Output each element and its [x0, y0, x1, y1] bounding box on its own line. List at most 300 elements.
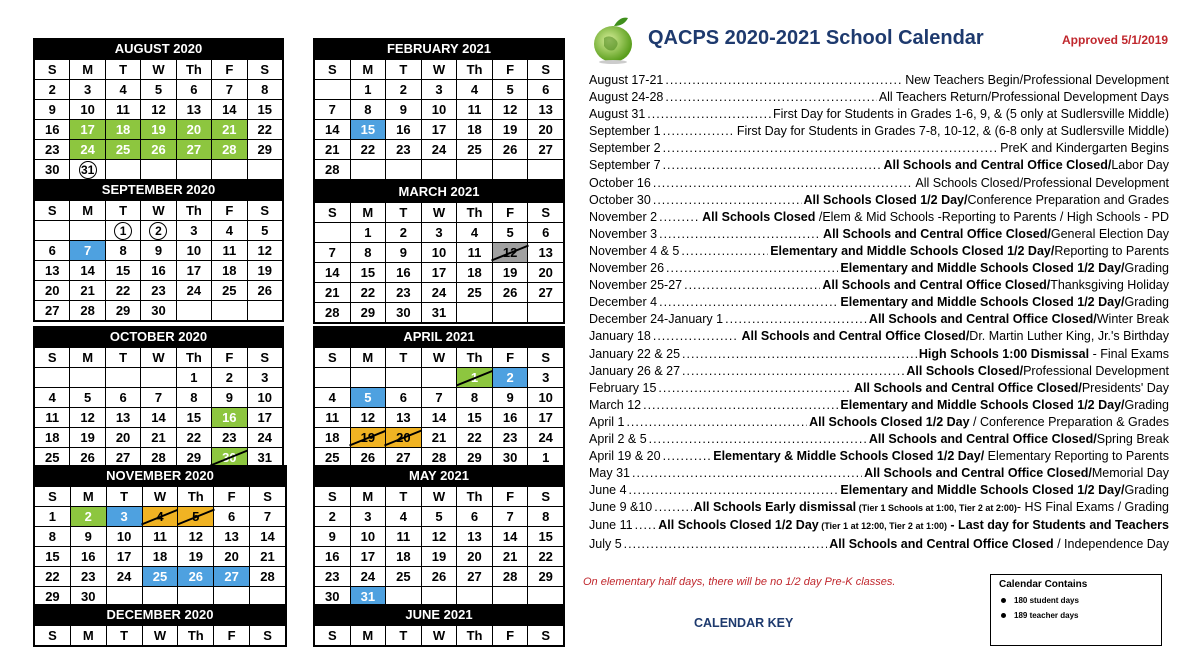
weekday-header: Th [176, 348, 211, 368]
day-cell: 26 [178, 567, 214, 587]
day-cell: 15 [35, 547, 71, 567]
calendar-key-heading: CALENDAR KEY [694, 616, 794, 630]
event-row [589, 260, 1169, 277]
day-cell: 19 [141, 120, 176, 140]
day-cell: 21 [212, 120, 247, 140]
leader-dots [665, 89, 876, 106]
leader-dots [626, 414, 807, 431]
weekday-header: S [315, 626, 351, 646]
event-description: All Teachers Return/Professional Development Days [878, 90, 1169, 105]
day-cell: 30 [315, 587, 351, 607]
weekday-header: Th [176, 60, 211, 80]
day-cell: 27 [457, 567, 493, 587]
weekday-header: M [70, 487, 106, 507]
day-cell: 22 [350, 140, 386, 160]
event-description: All Schools and Central Office Closed/Presidents' Day [854, 380, 1169, 395]
leader-dots [653, 192, 802, 209]
circled-day: 2 [149, 222, 167, 240]
day-cell: 26 [421, 567, 457, 587]
day-cell: 6 [176, 80, 211, 100]
day-cell [141, 160, 176, 180]
day-cell [70, 221, 105, 241]
event-row [589, 536, 1169, 553]
day-cell: 16 [492, 408, 528, 428]
day-cell: 12 [421, 527, 457, 547]
day-cell: 3 [70, 80, 105, 100]
weekday-header: M [70, 60, 105, 80]
day-cell: 7 [70, 241, 105, 261]
day-cell: 20 [386, 428, 422, 448]
event-row [589, 192, 1169, 209]
weekday-header: F [212, 201, 247, 221]
weekday-header: S [247, 201, 282, 221]
day-cell: 28 [250, 567, 286, 587]
event-date: March 12 [589, 397, 642, 412]
day-cell: 21 [492, 547, 528, 567]
day-cell: 12 [492, 100, 528, 120]
month-sep [33, 179, 284, 322]
day-cell: 17 [247, 408, 282, 428]
leader-dots [665, 72, 903, 89]
day-cell: 9 [35, 100, 70, 120]
day-cell: 21 [421, 428, 457, 448]
day-cell: 19 [70, 428, 105, 448]
month-title: APRIL 2021 [314, 327, 564, 347]
day-cell: 25 [212, 281, 247, 301]
day-cell: 8 [176, 388, 211, 408]
leader-dots [682, 346, 917, 363]
day-cell: 9 [70, 527, 106, 547]
day-cell: 30 [212, 448, 247, 468]
contains-title: Calendar Contains [999, 579, 1088, 590]
day-cell: 29 [35, 587, 71, 607]
weekday-header: F [212, 60, 247, 80]
day-cell: 8 [35, 527, 71, 547]
day-cell: 26 [247, 281, 282, 301]
day-cell: 7 [315, 100, 351, 120]
weekday-header: W [141, 348, 176, 368]
day-cell: 19 [247, 261, 282, 281]
day-cell [176, 301, 211, 321]
day-cell: 25 [315, 448, 351, 468]
day-cell: 24 [421, 283, 457, 303]
day-cell: 14 [421, 408, 457, 428]
weekday-header: F [492, 348, 528, 368]
day-cell: 17 [421, 120, 457, 140]
weekday-header: Th [457, 626, 493, 646]
weekday-header: T [106, 626, 142, 646]
day-cell: 20 [105, 428, 140, 448]
day-cell: 15 [247, 100, 282, 120]
weekday-header: M [70, 201, 105, 221]
day-cell: 29 [176, 448, 211, 468]
day-cell: 11 [212, 241, 247, 261]
weekday-header: Th [178, 626, 214, 646]
day-cell: 9 [141, 241, 176, 261]
day-cell: 16 [212, 408, 247, 428]
day-cell: 2 [35, 80, 70, 100]
month-title: AUGUST 2020 [34, 39, 283, 59]
event-date: April 19 & 20 [589, 449, 661, 464]
leader-dots [684, 277, 820, 294]
day-cell: 11 [457, 243, 493, 263]
month-mar [313, 181, 565, 324]
month-oct [33, 326, 284, 469]
event-description: First Day for Students in Grades 7-8, 10-12, & (6-8 only at Sudlersville Middle) [736, 124, 1169, 139]
day-cell: 30 [386, 303, 422, 323]
event-row [589, 328, 1169, 345]
event-date: December 4 [589, 295, 658, 310]
day-cell [105, 221, 140, 241]
day-cell: 28 [421, 448, 457, 468]
day-cell [457, 303, 493, 323]
month-title: SEPTEMBER 2020 [34, 180, 283, 200]
day-cell: 31 [421, 303, 457, 323]
day-cell: 12 [247, 241, 282, 261]
day-cell: 5 [178, 507, 214, 527]
day-cell: 13 [528, 243, 564, 263]
day-cell: 16 [70, 547, 106, 567]
leader-dots [663, 123, 735, 140]
day-cell: 27 [214, 567, 250, 587]
weekday-header: S [315, 203, 351, 223]
apple-globe-logo [590, 14, 636, 64]
event-row [589, 431, 1169, 448]
day-cell [421, 368, 457, 388]
weekday-header: T [386, 203, 422, 223]
day-cell: 2 [70, 507, 106, 527]
day-cell [247, 160, 282, 180]
day-cell [105, 368, 140, 388]
event-description: All Schools and Central Office Closed/Dr. Martin Luther King, Jr.'s Birthday [741, 329, 1169, 344]
day-cell: 11 [35, 408, 70, 428]
event-row [589, 448, 1169, 465]
weekday-header: T [105, 201, 140, 221]
weekday-header: S [35, 626, 71, 646]
day-cell: 22 [528, 547, 564, 567]
weekday-header: F [212, 348, 247, 368]
day-cell: 4 [315, 388, 351, 408]
weekday-header: W [421, 487, 457, 507]
day-cell: 4 [457, 223, 493, 243]
weekday-header: S [528, 203, 564, 223]
event-date: July 5 [589, 536, 622, 551]
day-cell: 4 [457, 80, 493, 100]
weekday-header: M [350, 626, 386, 646]
day-cell: 9 [386, 100, 422, 120]
day-cell: 24 [350, 567, 386, 587]
weekday-header: F [492, 487, 528, 507]
day-cell: 28 [315, 160, 351, 180]
day-cell: 17 [350, 547, 386, 567]
event-description: First Day for Students in Grades 1-6, 9, & (5 only at Sudlersville Middle) [773, 107, 1169, 122]
day-cell: 2 [315, 507, 351, 527]
day-cell: 4 [386, 507, 422, 527]
day-cell: 6 [105, 388, 140, 408]
weekday-header: Th [457, 348, 493, 368]
day-cell: 6 [528, 223, 564, 243]
event-date: April 1 [589, 414, 625, 429]
event-description: All Schools Closed/Professional Development [915, 175, 1169, 190]
day-cell: 18 [386, 547, 422, 567]
day-cell: 21 [315, 283, 351, 303]
event-row [589, 226, 1169, 243]
event-date: June 9 &10 [589, 500, 653, 515]
weekday-header: S [35, 348, 70, 368]
day-cell: 23 [141, 281, 176, 301]
month-title: FEBRUARY 2021 [314, 39, 564, 59]
day-cell: 10 [350, 527, 386, 547]
event-row [589, 140, 1169, 157]
day-cell: 25 [457, 140, 493, 160]
event-description: All Schools Closed/Professional Development [906, 363, 1169, 378]
leader-dots [653, 328, 740, 345]
day-cell: 4 [142, 507, 178, 527]
weekday-header: S [315, 348, 351, 368]
day-cell: 29 [528, 567, 564, 587]
event-description: Elementary and Middle Schools Closed 1/2 Day/Grading [840, 261, 1169, 276]
day-cell: 17 [106, 547, 142, 567]
event-description: All Schools Closed 1/2 Day/Conference Preparation and Grades [803, 192, 1169, 207]
day-cell: 6 [528, 80, 564, 100]
day-cell: 7 [141, 388, 176, 408]
leader-dots [629, 482, 839, 499]
day-cell: 6 [35, 241, 70, 261]
weekday-header: Th [178, 487, 214, 507]
event-date: September 7 [589, 158, 661, 173]
event-row [589, 123, 1169, 140]
day-cell: 21 [141, 428, 176, 448]
day-cell: 22 [35, 567, 71, 587]
event-date: January 26 & 27 [589, 363, 681, 378]
day-cell: 20 [457, 547, 493, 567]
leader-dots [647, 106, 771, 123]
event-row [589, 346, 1169, 363]
day-cell: 8 [350, 243, 386, 263]
event-date: November 4 & 5 [589, 243, 680, 258]
weekday-header: M [70, 348, 105, 368]
weekday-header: F [492, 60, 528, 80]
event-date: November 25-27 [589, 278, 683, 293]
weekday-header: S [528, 60, 564, 80]
event-row [589, 311, 1169, 328]
event-row [589, 277, 1169, 294]
event-row [589, 89, 1169, 106]
month-title: JUNE 2021 [314, 605, 564, 625]
event-date: August 31 [589, 107, 646, 122]
event-row [589, 482, 1169, 499]
day-cell: 7 [250, 507, 286, 527]
event-date: November 3 [589, 226, 658, 241]
day-cell: 3 [421, 223, 457, 243]
day-cell: 28 [141, 448, 176, 468]
event-date: February 15 [589, 380, 657, 395]
leader-dots [725, 311, 867, 328]
leader-dots [659, 226, 821, 243]
day-cell: 10 [247, 388, 282, 408]
day-cell: 27 [176, 140, 211, 160]
event-description: High Schools 1:00 Dismissal - Final Exams [918, 346, 1169, 361]
day-cell: 3 [350, 507, 386, 527]
weekday-header: T [105, 60, 140, 80]
day-cell: 21 [250, 547, 286, 567]
day-cell: 17 [176, 261, 211, 281]
weekday-header: W [142, 626, 178, 646]
day-cell: 20 [528, 120, 564, 140]
day-cell: 17 [70, 120, 105, 140]
day-cell: 3 [528, 368, 564, 388]
event-row [589, 243, 1169, 260]
day-cell: 3 [176, 221, 211, 241]
day-cell: 3 [247, 368, 282, 388]
event-description: All Schools and Central Office Closed / Independence Day [829, 536, 1169, 551]
day-cell [421, 160, 457, 180]
weekday-header: W [421, 348, 457, 368]
day-cell: 12 [492, 243, 528, 263]
event-description: Elementary and Middle Schools Closed 1/2 Day/Grading [840, 295, 1169, 310]
event-date: September 2 [589, 141, 661, 156]
day-cell: 27 [528, 283, 564, 303]
month-title: MARCH 2021 [314, 182, 564, 202]
day-cell: 18 [457, 263, 493, 283]
leader-dots [666, 260, 838, 277]
weekday-header: M [350, 60, 386, 80]
prek-note: On elementary half days, there will be no 1/2 day Pre-K classes. [583, 576, 896, 588]
day-cell: 7 [421, 388, 457, 408]
event-description: All Schools Closed /Elem & Mid Schools -Reporting to Parents / High Schools - PD [702, 209, 1169, 224]
weekday-header: T [386, 60, 422, 80]
leader-dots [682, 363, 904, 380]
day-cell: 30 [492, 448, 528, 468]
leader-dots [654, 499, 691, 517]
day-cell [35, 368, 70, 388]
event-description: All Schools Early dismissal (Tier 1 Schools at 1:00, Tier 2 at 2:00)- HS Final Exams / Grading [693, 500, 1169, 515]
day-cell: 26 [492, 140, 528, 160]
month-title: DECEMBER 2020 [34, 605, 286, 625]
day-cell: 14 [70, 261, 105, 281]
day-cell: 22 [247, 120, 282, 140]
event-row [589, 414, 1169, 431]
day-cell: 19 [178, 547, 214, 567]
day-cell: 23 [35, 140, 70, 160]
event-row [589, 517, 1169, 535]
weekday-header: Th [457, 487, 493, 507]
month-title: OCTOBER 2020 [34, 327, 283, 347]
day-cell: 8 [247, 80, 282, 100]
day-cell [212, 160, 247, 180]
event-date: November 26 [589, 261, 665, 276]
event-description: Elementary and Middle Schools Closed 1/2 Day/Grading [840, 483, 1169, 498]
weekday-header: S [250, 487, 286, 507]
day-cell [528, 160, 564, 180]
day-cell: 27 [528, 140, 564, 160]
day-cell: 29 [105, 301, 140, 321]
event-description: PreK and Kindergarten Begins [1000, 141, 1169, 156]
day-cell: 19 [492, 120, 528, 140]
day-cell: 29 [247, 140, 282, 160]
day-cell: 2 [386, 223, 422, 243]
day-cell [70, 368, 105, 388]
day-cell: 25 [142, 567, 178, 587]
event-date: December 24-January 1 [589, 312, 724, 327]
day-cell: 9 [212, 388, 247, 408]
day-cell: 13 [35, 261, 70, 281]
event-row [589, 380, 1169, 397]
month-may [313, 465, 565, 608]
weekday-header: F [214, 626, 250, 646]
day-cell: 18 [457, 120, 493, 140]
day-cell: 17 [421, 263, 457, 283]
day-cell: 23 [386, 283, 422, 303]
day-cell: 1 [35, 507, 71, 527]
day-cell: 20 [35, 281, 70, 301]
weekday-header: S [35, 487, 71, 507]
event-date: January 18 [589, 329, 651, 344]
event-description: All Schools and Central Office Closed/Winter Break [868, 312, 1169, 327]
event-description: Elementary and Middle Schools Closed 1/2 Day/Grading [840, 397, 1169, 412]
day-cell: 11 [315, 408, 351, 428]
day-cell: 15 [105, 261, 140, 281]
day-cell: 24 [247, 428, 282, 448]
day-cell: 16 [386, 120, 422, 140]
page-title: QACPS 2020-2021 School Calendar [648, 27, 984, 49]
day-cell: 9 [492, 388, 528, 408]
day-cell [105, 160, 140, 180]
day-cell: 8 [105, 241, 140, 261]
weekday-header: T [386, 487, 422, 507]
weekday-header: T [105, 348, 140, 368]
weekday-header: T [386, 348, 422, 368]
weekday-header: S [35, 60, 70, 80]
day-cell: 13 [528, 100, 564, 120]
leader-dots [659, 209, 700, 226]
day-cell: 15 [528, 527, 564, 547]
weekday-header: S [247, 348, 282, 368]
day-cell: 9 [315, 527, 351, 547]
day-cell: 6 [457, 507, 493, 527]
day-cell: 11 [105, 100, 140, 120]
day-cell: 27 [386, 448, 422, 468]
approved-date: Approved 5/1/2019 [1062, 33, 1169, 47]
weekday-header: W [421, 626, 457, 646]
day-cell: 25 [457, 283, 493, 303]
event-date: August 17-21 [589, 73, 664, 87]
weekday-header: F [492, 626, 528, 646]
weekday-header: F [492, 203, 528, 223]
day-cell: 18 [105, 120, 140, 140]
day-cell: 20 [176, 120, 211, 140]
day-cell: 7 [212, 80, 247, 100]
day-cell: 26 [70, 448, 105, 468]
weekday-header: T [106, 487, 142, 507]
weekday-header: M [350, 348, 386, 368]
day-cell: 5 [141, 80, 176, 100]
day-cell: 14 [212, 100, 247, 120]
weekday-header: W [142, 487, 178, 507]
day-cell [528, 303, 564, 323]
event-row [589, 72, 1169, 89]
day-cell [457, 160, 493, 180]
day-cell: 8 [350, 100, 386, 120]
day-cell: 27 [105, 448, 140, 468]
weekday-header: F [214, 487, 250, 507]
day-cell [247, 301, 282, 321]
day-cell: 22 [350, 283, 386, 303]
bullet-icon [1001, 613, 1006, 618]
day-cell: 4 [212, 221, 247, 241]
day-cell: 10 [421, 243, 457, 263]
day-cell [141, 368, 176, 388]
